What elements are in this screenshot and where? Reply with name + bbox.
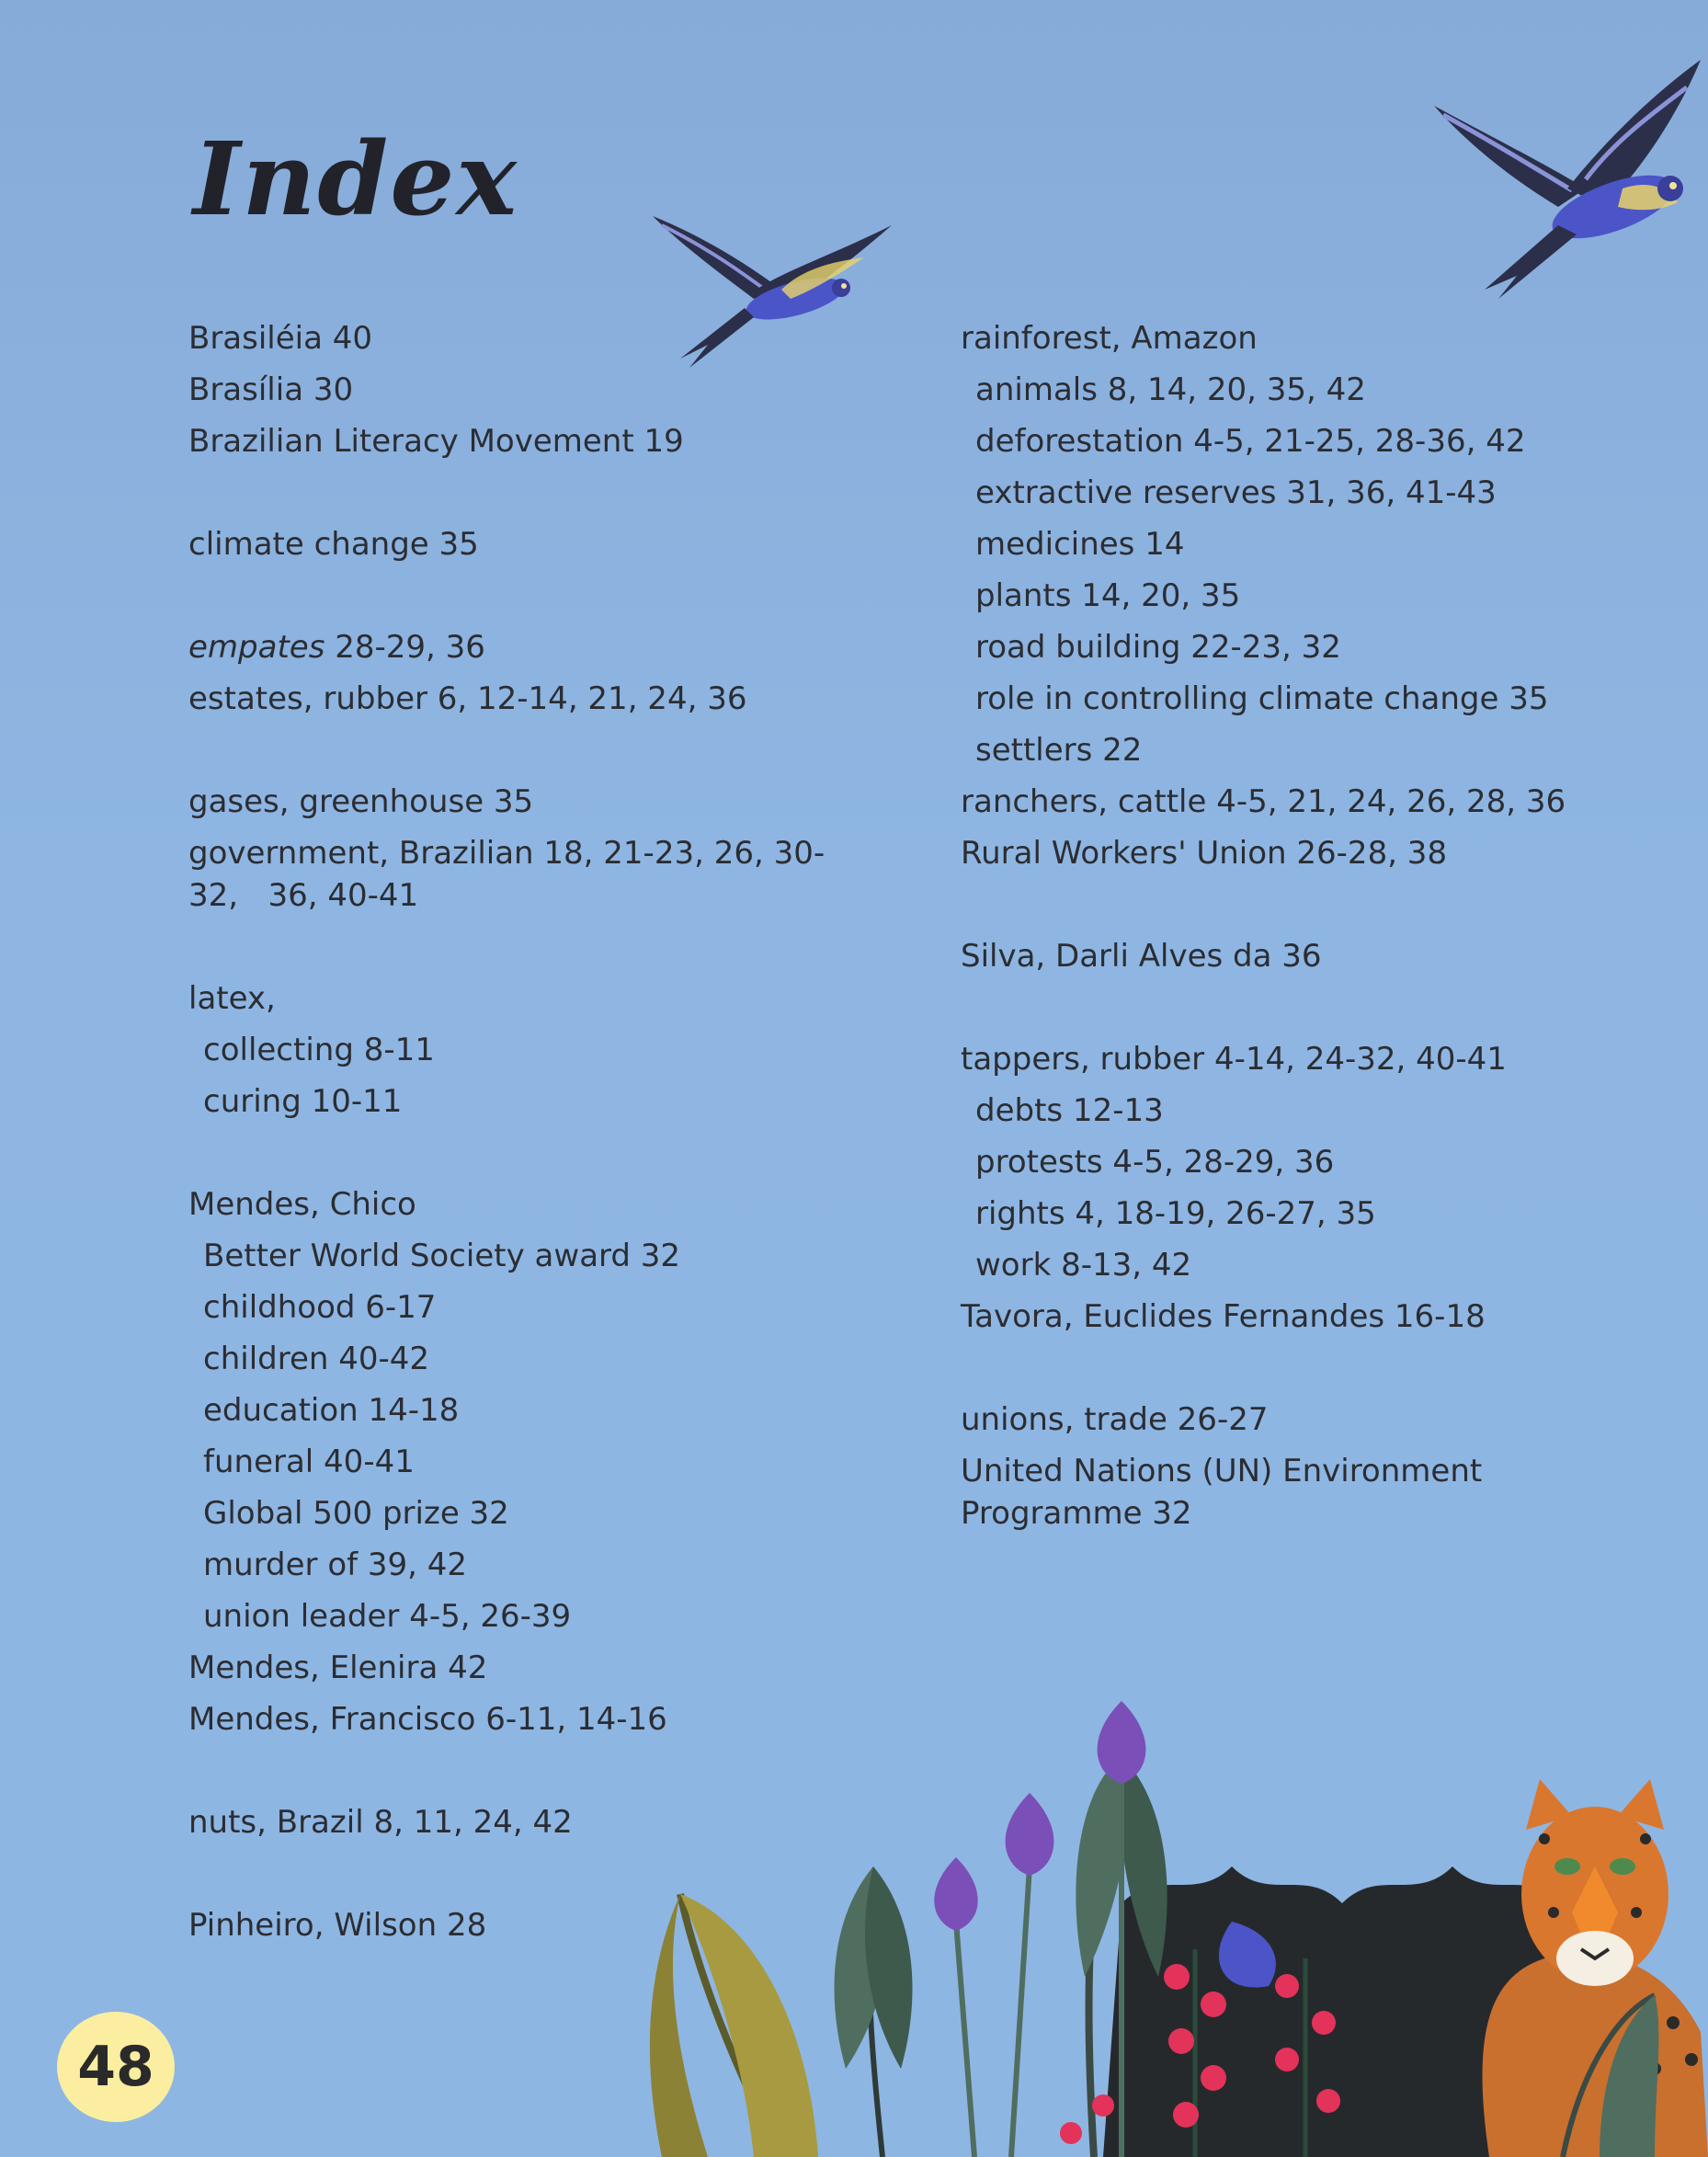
index-entry: Brasília 30 [188,371,354,408]
index-spacer [188,725,887,776]
index-entry: Mendes, Francisco 6-11, 14-16 [188,1701,667,1738]
index-spacer [188,570,887,622]
index-subentry: education 14-18 [203,1392,460,1429]
index-entry: United Nations (UN) Environment Programme 32 [961,1453,1483,1532]
macaw-icon [643,207,901,368]
index-entry: Tavora, Euclides Fernandes 16-18 [961,1298,1486,1335]
index-subentry: murder of 39, 42 [203,1546,468,1583]
index-subentry: role in controlling climate change 35 [975,680,1549,717]
fern-icon [650,1894,818,2157]
page-number-badge: 48 [57,2012,175,2122]
index-entry: estates, rubber 6, 12-14, 21, 24, 36 [188,680,747,717]
index-spacer [961,982,1659,1033]
index-entry: Pinheiro, Wilson 28 [188,1907,487,1944]
index-entry: government, Brazilian 18, 21-23, 26, 30-32, 36, 40-41 [188,835,826,914]
index-subentry: road building 22-23, 32 [975,629,1341,666]
index-entry: nuts, Brazil 8, 11, 24, 42 [188,1804,573,1841]
index-subentry: medicines 14 [975,526,1185,563]
index-entry: latex, [188,980,276,1017]
index-term-italic: empates [188,629,325,666]
index-entry: Brazilian Literacy Movement 19 [188,423,684,460]
index-entry: unions, trade 26-27 [961,1401,1269,1438]
index-subentry: animals 8, 14, 20, 35, 42 [975,371,1366,408]
index-subentry: curing 10-11 [203,1083,403,1120]
index-spacer [188,921,887,973]
index-subentry: extractive reserves 31, 36, 41-43 [975,474,1497,511]
index-column-right [961,313,1659,1539]
fern-icon [835,1866,913,2157]
index-entry: Brasiléia 40 [188,320,373,357]
index-subentry: children 40-42 [203,1341,430,1377]
index-spacer [188,1127,887,1179]
index-subentry: debts 12-13 [975,1092,1164,1129]
index-spacer [961,879,1659,930]
index-entry [188,622,887,673]
index-subentry: rights 4, 18-19, 26-27, 35 [975,1195,1376,1232]
index-subentry: Better World Society award 32 [203,1238,681,1274]
index-entry: climate change 35 [188,526,479,563]
index-entry: tappers, rubber 4-14, 24-32, 40-41 [961,1041,1507,1078]
macaw-icon [1429,51,1705,299]
index-subentry: protests 4-5, 28-29, 36 [975,1144,1335,1181]
index-subentry: plants 14, 20, 35 [975,577,1241,614]
index-pages: 28-29, 36 [325,629,485,666]
index-subentry: union leader 4-5, 26-39 [203,1598,572,1635]
index-entry: rainforest, Amazon [961,320,1258,357]
index-entry: gases, greenhouse 35 [188,783,534,820]
index-subentry: settlers 22 [975,732,1143,769]
jungle-foliage [643,1591,1708,2157]
index-subentry: collecting 8-11 [203,1032,435,1068]
index-subentry: deforestation 4-5, 21-25, 28-36, 42 [975,423,1526,460]
index-entry: Mendes, Elenira 42 [188,1649,488,1686]
index-subentry: childhood 6-17 [203,1289,437,1326]
page-title: Index [193,120,518,238]
index-entry: ranchers, cattle 4-5, 21, 24, 26, 28, 36 [961,783,1566,820]
index-subentry: funeral 40-41 [203,1444,415,1480]
index-spacer [188,467,887,519]
index-entry: Rural Workers' Union 26-28, 38 [961,835,1448,872]
index-spacer [961,1342,1659,1394]
index-entry: Silva, Darli Alves da 36 [961,938,1322,975]
index-subentry: work 8-13, 42 [975,1247,1192,1284]
index-subentry: Global 500 prize 32 [203,1495,509,1532]
index-entry: Mendes, Chico [188,1186,416,1223]
